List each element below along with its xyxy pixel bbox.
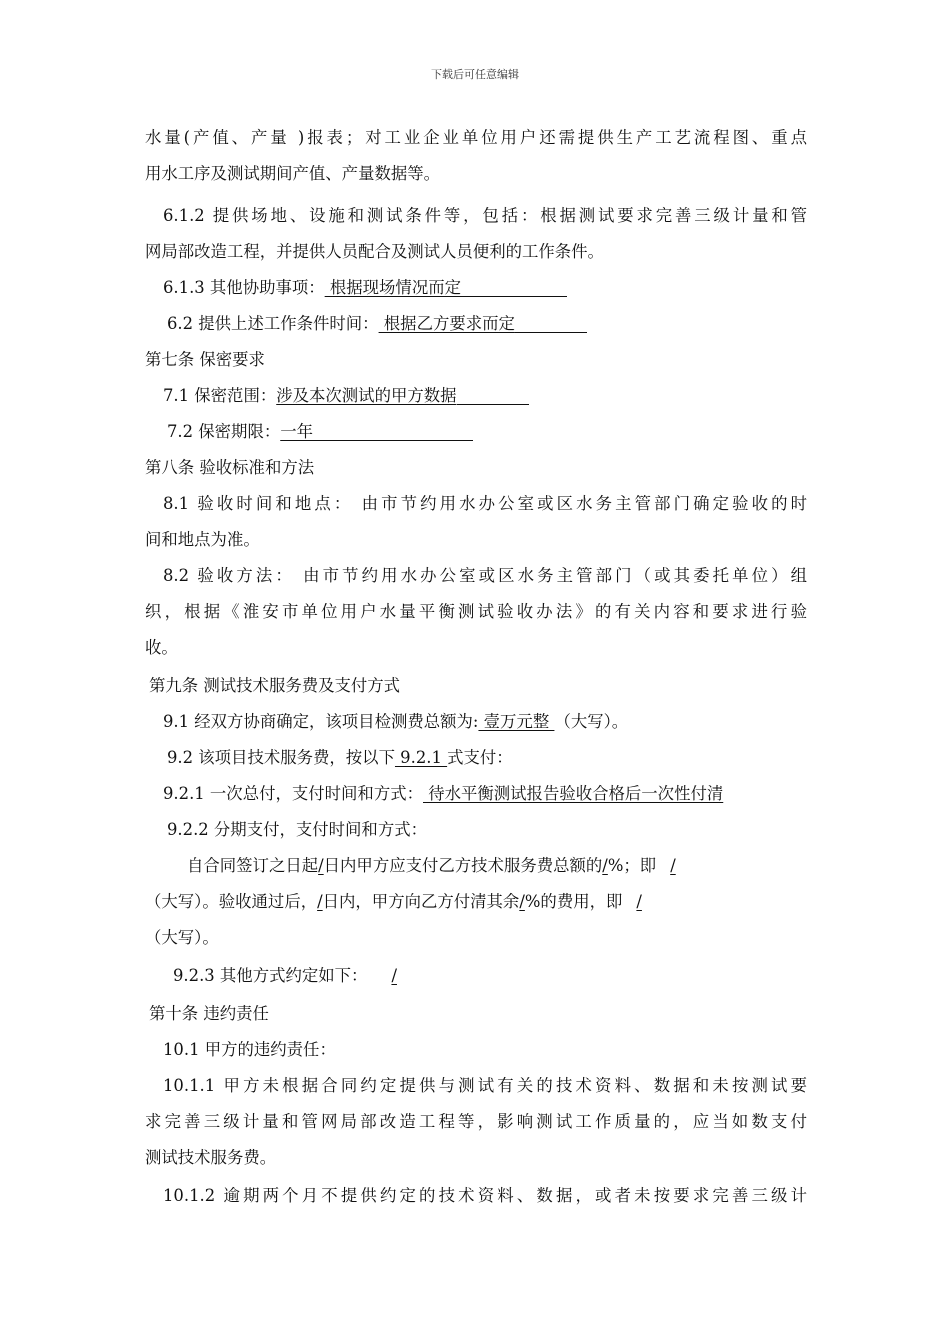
clause-8-2-line: 8.2 验收方法： 由市节约用水办公室或区水务主管部门（或其委托单位）组 xyxy=(163,566,807,585)
text-segment: %的费用，即 xyxy=(524,892,623,911)
blank-field: / xyxy=(317,892,323,911)
filled-field: 待水平衡测试报告验收合格后一次性付清 xyxy=(423,784,724,803)
paragraph-line: 收。 xyxy=(145,638,178,657)
clause-label: 6.2 提供上述工作条件时间： xyxy=(167,314,379,333)
text-segment: （大写）。验收通过后， xyxy=(145,892,318,911)
clause-9-2-3 xyxy=(173,958,453,994)
paragraph-line: 间和地点为准。 xyxy=(145,530,260,549)
text-segment: 日内，甲方向乙方付清其余 xyxy=(322,892,520,911)
clause-10-1: 10.1 甲方的违约责任： xyxy=(163,1040,336,1059)
paragraph-line: 测试技术服务费。 xyxy=(145,1148,277,1167)
filled-field: 根据乙方要求而定 xyxy=(378,314,515,333)
clause-label: 9.2.1 一次总付，支付时间和方式： xyxy=(163,784,423,803)
installment-line-1 xyxy=(187,848,678,884)
clause-label: 6.1.3 其他协助事项： xyxy=(163,278,325,297)
paragraph-line: 用水工序及测试期间产值、产量数据等。 xyxy=(145,164,441,183)
clause-6-1-3 xyxy=(163,270,567,306)
clause-tail: 式支付： xyxy=(447,748,513,767)
underline-blank xyxy=(515,306,587,333)
article-7-heading: 第七条 保密要求 xyxy=(145,350,265,369)
paragraph-line: 织，根据《淮安市单位用户水量平衡测试验收办法》的有关内容和要求进行验 xyxy=(145,602,807,621)
clause-9-2-2: 9.2.2 分期支付，支付时间和方式： xyxy=(167,820,427,839)
clause-6-1-2-line: 6.1.2 提供场地、设施和测试条件等，包括：根据测试要求完善三级计量和管 xyxy=(163,206,807,225)
filled-field: 根据现场情况而定 xyxy=(324,278,461,297)
article-10-heading: 第十条 违约责任 xyxy=(149,1004,269,1023)
clause-9-2 xyxy=(167,740,513,776)
clause-label: 9.1 经双方协商确定，该项目检测费总额为: xyxy=(163,712,479,731)
blank-field: / xyxy=(318,856,324,875)
clause-8-1-line: 8.1 验收时间和地点： 由市节约用水办公室或区水务主管部门确定验收的时 xyxy=(163,494,807,513)
clause-10-1-1-line: 10.1.1 甲方未根据合同约定提供与测试有关的技术资料、数据和未按测试要 xyxy=(163,1076,807,1095)
filled-field: 9.2.1 xyxy=(394,748,448,767)
blank-field: / xyxy=(636,892,642,911)
filled-field: 壹万元整 xyxy=(478,712,555,731)
blank-field: / xyxy=(602,856,608,875)
filled-field: 涉及本次测试的甲方数据 xyxy=(276,386,457,405)
article-8-heading: 第八条 验收标准和方法 xyxy=(145,458,315,477)
clause-10-1-2-line: 10.1.2 逾期两个月不提供约定的技术资料、数据，或者未按要求完善三级计 xyxy=(163,1186,807,1205)
blank-field: / xyxy=(670,856,676,875)
clause-tail: （大写）。 xyxy=(554,712,629,731)
page-header-note: 下载后可任意编辑 xyxy=(431,68,519,81)
clause-label: 7.2 保密期限： xyxy=(167,422,281,441)
underline-blank xyxy=(313,414,473,441)
article-9-heading: 第九条 测试技术服务费及支付方式 xyxy=(149,676,401,695)
paragraph-line: 求完善三级计量和管网局部改造工程等，影响测试工作质量的，应当如数支付 xyxy=(145,1112,807,1131)
text-segment: 自合同签订之日起 xyxy=(187,856,319,875)
filled-field: 一年 xyxy=(280,422,314,441)
clause-7-2 xyxy=(167,414,473,450)
clause-9-2-1 xyxy=(163,776,723,812)
installment-line-2 xyxy=(145,884,644,920)
clause-6-2 xyxy=(167,306,587,342)
clause-9-1 xyxy=(163,704,628,740)
clause-label: 7.1 保密范围： xyxy=(163,386,277,405)
underline-blank xyxy=(461,270,567,297)
installment-line-3: （大写）。 xyxy=(145,928,219,947)
clause-label: 9.2.3 其他方式约定如下： xyxy=(173,966,368,985)
blank-field: / xyxy=(391,966,397,985)
paragraph-line: 网局部改造工程，并提供人员配合及测试人员便利的工作条件。 xyxy=(145,242,604,261)
text-segment: %；即 xyxy=(607,856,657,875)
blank-field: / xyxy=(519,892,525,911)
clause-7-1 xyxy=(163,378,529,414)
clause-label: 9.2 该项目技术服务费，按以下 xyxy=(167,748,395,767)
paragraph-line: 水量(产值、产量 )报表；对工业企业单位用户还需提供生产工艺流程图、重点 xyxy=(145,128,807,147)
underline-blank xyxy=(457,378,529,405)
text-segment: 日内甲方应支付乙方技术服务费总额的 xyxy=(323,856,603,875)
